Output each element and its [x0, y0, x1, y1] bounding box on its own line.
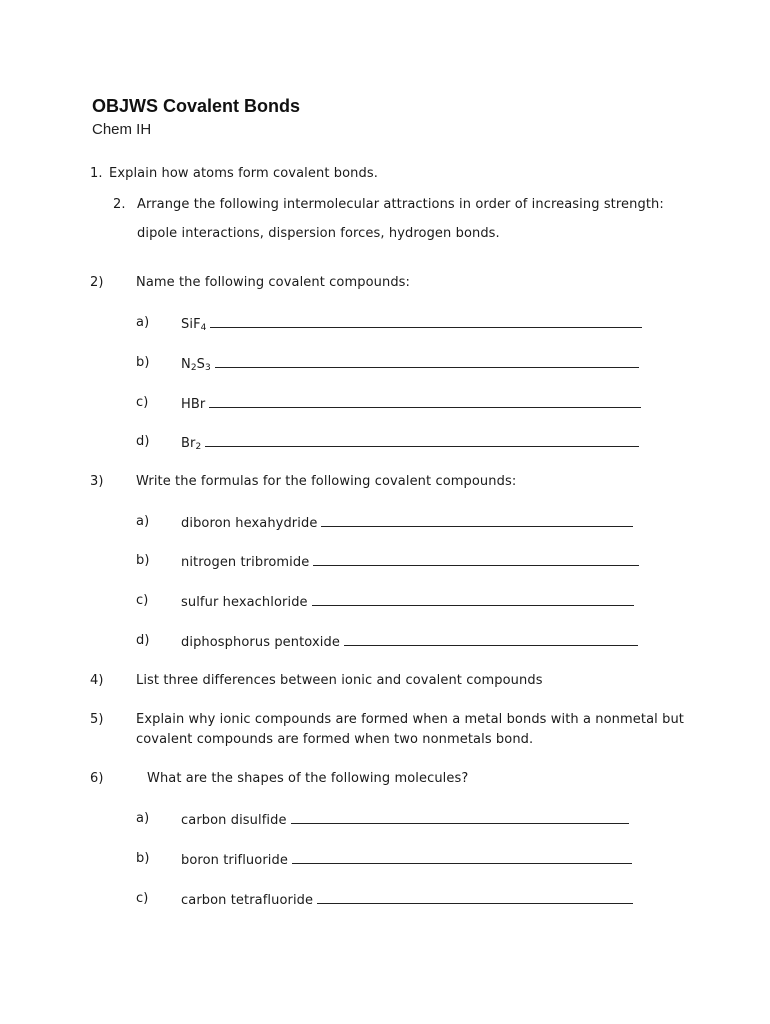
q3-item-b-letter: b) — [136, 553, 150, 568]
q6-item-b-name: boron trifluoride — [181, 853, 288, 868]
q2-item-b-answer-line[interactable] — [215, 355, 639, 368]
q6-item-c-answer-line[interactable] — [317, 891, 633, 904]
question-1b-text-line2: dipole interactions, dispersion forces, hydrogen bonds. — [137, 226, 500, 241]
question-5-text-line1: Explain why ionic compounds are formed when a metal bonds with a nonmetal but — [136, 712, 684, 727]
q2-item-c-formula: HBr — [181, 397, 206, 412]
q3-item-c-letter: c) — [136, 593, 149, 608]
worksheet-subtitle: Chem IH — [92, 121, 152, 138]
q2-item-c-answer-line[interactable] — [209, 395, 641, 408]
q2-item-a-answer-line[interactable] — [210, 315, 642, 328]
q2-item-d — [181, 434, 639, 451]
q3-item-b-name: nitrogen tribromide — [181, 555, 310, 570]
question-1-number: 1. — [90, 166, 103, 181]
q2-item-b-formula: $N_2S_3$ — [181, 357, 211, 373]
q2-item-a-letter: a) — [136, 315, 150, 330]
q2-item-b-letter: b) — [136, 355, 150, 370]
q3-item-c — [181, 593, 634, 610]
q6-item-a-answer-line[interactable] — [291, 811, 629, 824]
q3-item-a-letter: a) — [136, 514, 150, 529]
question-4-number: 4) — [90, 673, 104, 688]
q3-item-d-letter: d) — [136, 633, 150, 648]
q3-item-c-name: sulfur hexachloride — [181, 595, 308, 610]
q6-item-a-letter: a) — [136, 811, 150, 826]
q2-item-a — [181, 315, 642, 332]
q6-item-c-letter: c) — [136, 891, 149, 906]
question-5-number: 5) — [90, 712, 104, 727]
q3-item-d-answer-line[interactable] — [344, 633, 638, 646]
question-1b-text-line1: Arrange the following intermolecular attractions in order of increasing strength: — [137, 197, 664, 212]
question-4-text: List three differences between ionic and covalent compounds — [136, 673, 543, 688]
q6-item-c — [181, 891, 633, 908]
question-6-text: What are the shapes of the following molecules? — [147, 771, 469, 786]
q3-item-d — [181, 633, 638, 650]
q6-item-b-letter: b) — [136, 851, 150, 866]
q3-item-a-name: diboron hexahydride — [181, 516, 318, 531]
q2-item-d-formula: $Br_2$ — [181, 436, 202, 452]
question-6-number: 6) — [90, 771, 104, 786]
question-1b-number: 2. — [113, 197, 126, 212]
q2-item-c-letter: c) — [136, 395, 149, 410]
question-1-text: Explain how atoms form covalent bonds. — [109, 166, 378, 181]
q2-item-c — [181, 395, 641, 412]
q3-item-b-answer-line[interactable] — [313, 553, 639, 566]
q3-item-c-answer-line[interactable] — [312, 593, 634, 606]
q6-item-c-name: carbon tetrafluoride — [181, 893, 314, 908]
question-3-text: Write the formulas for the following covalent compounds: — [136, 474, 517, 489]
question-5-text-line2: covalent compounds are formed when two nonmetals bond. — [136, 732, 534, 747]
q2-item-d-answer-line[interactable] — [205, 434, 639, 447]
q6-item-b-answer-line[interactable] — [292, 851, 632, 864]
q3-item-a — [181, 514, 633, 531]
question-2-number: 2) — [90, 275, 104, 290]
q2-item-a-formula: SiF$_4$ — [181, 317, 207, 333]
q3-item-d-name: diphosphorus pentoxide — [181, 635, 340, 650]
q3-item-b — [181, 553, 639, 570]
q2-item-b — [181, 355, 639, 372]
q3-item-a-answer-line[interactable] — [321, 514, 633, 527]
question-2-text: Name the following covalent compounds: — [136, 275, 411, 290]
q6-item-a-name: carbon disulfide — [181, 813, 287, 828]
q6-item-a — [181, 811, 629, 828]
worksheet-title: OBJWS Covalent Bonds — [92, 96, 301, 116]
question-3-number: 3) — [90, 474, 104, 489]
q6-item-b — [181, 851, 632, 868]
q2-item-d-letter: d) — [136, 434, 150, 449]
